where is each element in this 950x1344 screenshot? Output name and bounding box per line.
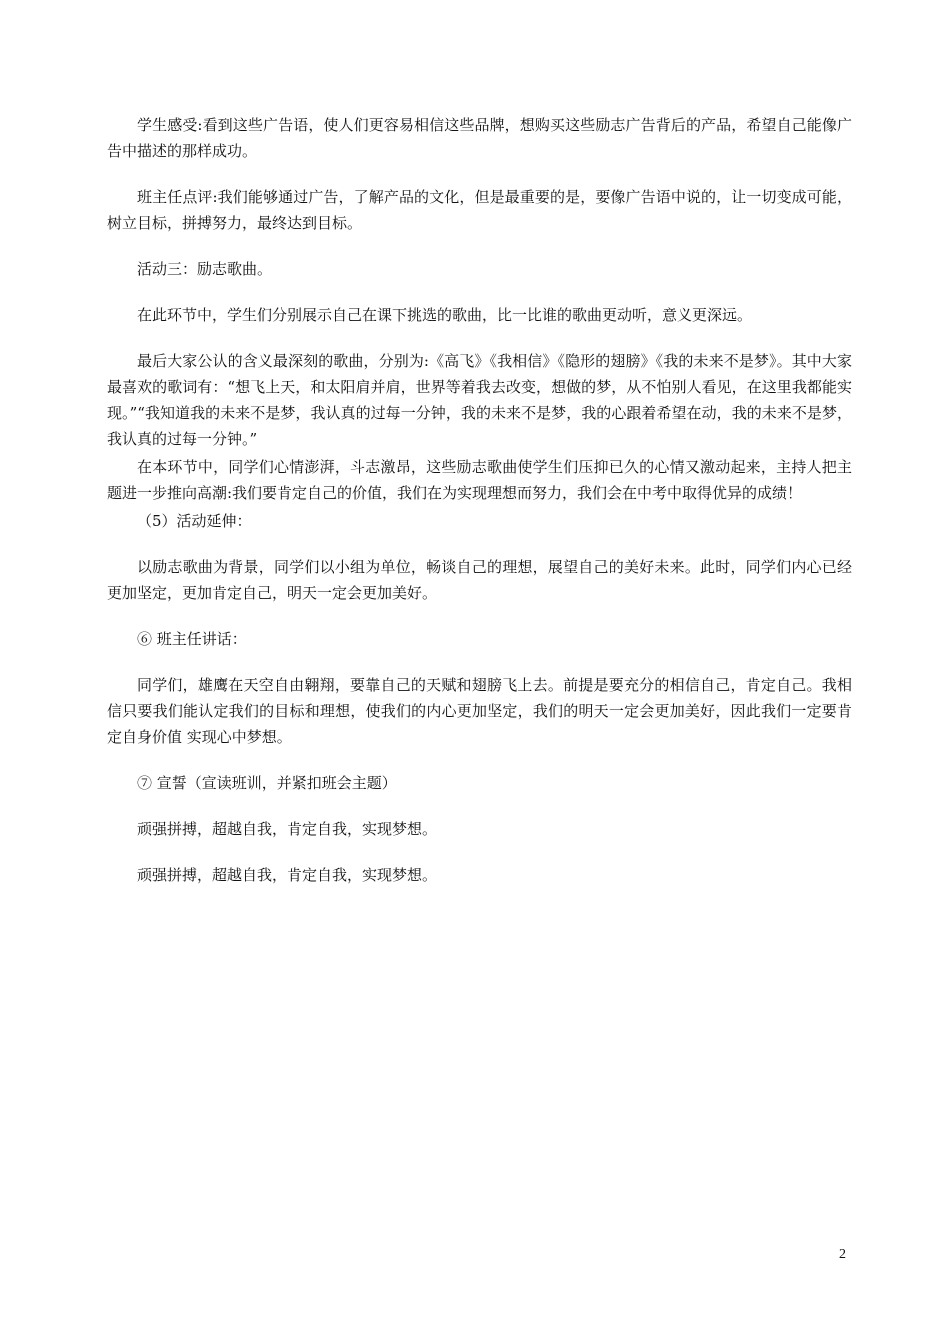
heading-activity-extension: （5）活动延伸： bbox=[137, 512, 252, 530]
paragraph-teacher-comment: 班主任点评:我们能够通过广告，了解产品的文化，但是最重要的是，要像广告语中说的，让一切变成可能，树立目标，拼搏努力，最终达到目标。 bbox=[107, 188, 852, 232]
paragraph-oath-line-2: 顽强拼搏，超越自我，肯定自我，实现梦想。 bbox=[137, 866, 438, 884]
heading-oath: ⑦ 宣誓（宣读班训，并紧扣班会主题） bbox=[137, 774, 397, 792]
paragraph-activity-three: 活动三：励志歌曲。 bbox=[137, 260, 273, 278]
heading-teacher-speech: ⑥ 班主任讲话： bbox=[137, 630, 247, 648]
paragraph-oath-line-1: 顽强拼搏，超越自我，肯定自我，实现梦想。 bbox=[137, 820, 438, 838]
paragraph-song-effect: 在本环节中，同学们心情澎湃，斗志激昂，这些励志歌曲使学生们压抑已久的心情又激动起来，主持人把主题进一步推向高潮:我们要肯定自己的价值，我们在为实现理想而努力，我们会在中考中取得优异的成绩！ bbox=[107, 458, 852, 502]
paragraph-activity-extension: 以励志歌曲为背景，同学们以小组为单位，畅谈自己的理想，展望自己的美好未来。此时，同学们内心已经更加坚定，更加肯定自己，明天一定会更加美好。 bbox=[107, 558, 852, 602]
paragraph-song-selection: 在此环节中，学生们分别展示自己在课下挑选的歌曲，比一比谁的歌曲更动听，意义更深远。 bbox=[137, 306, 753, 324]
page-number: 2 bbox=[839, 1247, 846, 1262]
paragraph-student-feedback: 学生感受:看到这些广告语，使人们更容易相信这些品牌，想购买这些励志广告背后的产品，希望自己能像广告中描述的那样成功。 bbox=[107, 116, 852, 160]
paragraph-song-list: 最后大家公认的含义最深刻的歌曲，分别为:《高飞》《我相信》《隐形的翅膀》《我的未来不是梦》。其中大家最喜欢的歌词有：“想飞上天，和太阳肩并肩，世界等着我去改变，想做的梦，从不怕别人看见，在这里我都能实现。”“我知道我的未来不是梦，我认真的过每一分钟，我的未来不是梦，我的心跟着希望在动，我的未来不是梦，我认真的过每一分钟。” bbox=[107, 352, 852, 448]
paragraph-teacher-speech: 同学们，雄鹰在天空自由翱翔，要靠自己的天赋和翅膀飞上去。前提是要充分的相信自己，肯定自己。我相信只要我们能认定我们的目标和理想，使我们的内心更加坚定，我们的明天一定会更加美好，因此我们一定要肯定自身价值 实现心中梦想。 bbox=[107, 676, 852, 746]
document-body bbox=[107, 112, 852, 888]
